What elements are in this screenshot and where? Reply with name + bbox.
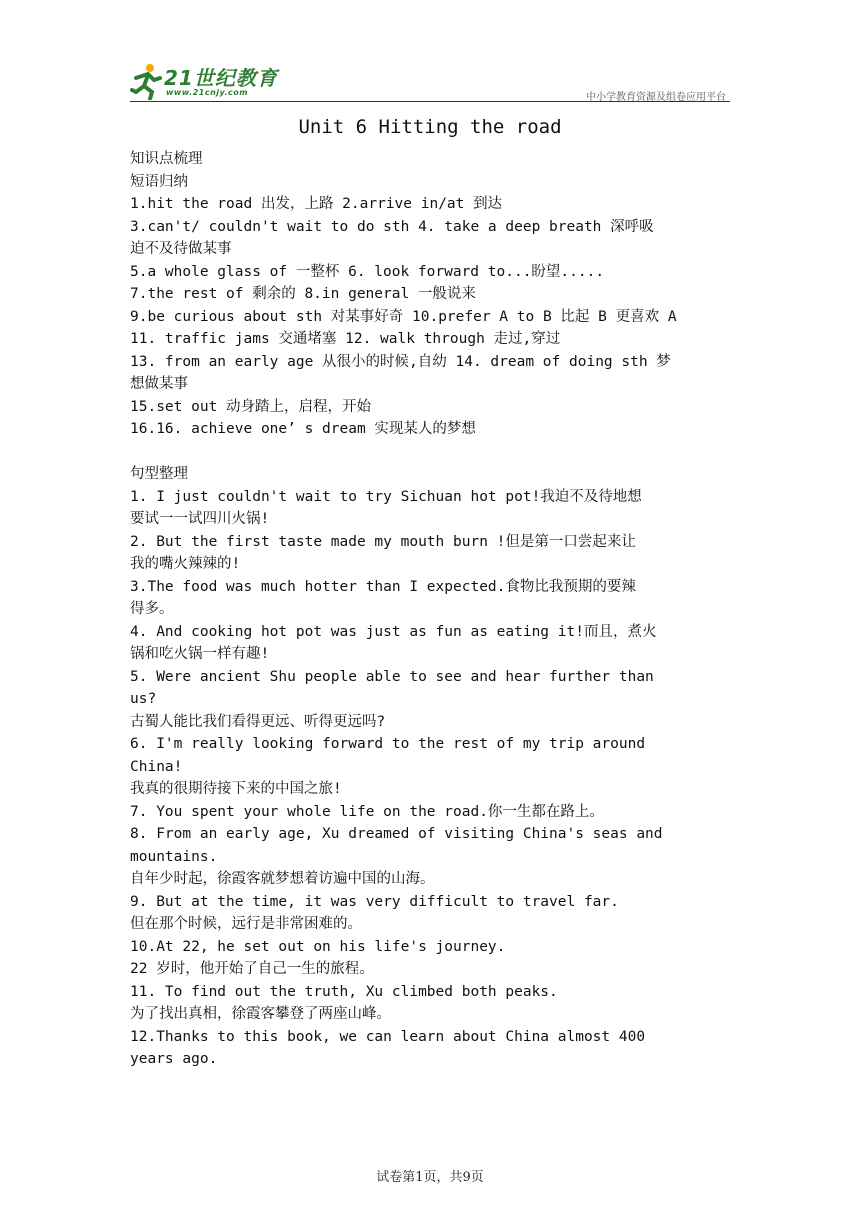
- phrase-line: 1.hit the road 出发，上路 2.arrive in/at 到达: [130, 196, 503, 212]
- phrase-line: 5.a whole glass of 一整杯 6. look forward to...盼望.....: [130, 263, 605, 280]
- document-body: [130, 148, 730, 1071]
- page-title: Unit 6 Hitting the road: [298, 116, 562, 138]
- sentence-line: mountains.: [130, 848, 218, 865]
- phrase-line: 15.set out 动身踏上，启程，开始: [130, 398, 372, 415]
- sentence-list: [130, 486, 730, 1071]
- sentence-line: 8. From an early age, Xu dreamed of visiting China's seas and: [130, 826, 663, 842]
- spacer: [130, 441, 730, 464]
- logo-text: 21世纪教育: [164, 66, 278, 90]
- phrase-line: 13. from an early age 从很小的时候,自幼 14. dream of doing sth 梦: [130, 353, 671, 370]
- phrase-line: 7.the rest of 剩余的 8.in general 一般说来: [130, 286, 476, 302]
- phrase-line: 11. traffic jams 交通堵塞 12. walk through 走过,穿过: [130, 331, 561, 347]
- phrase-line: 想做某事: [130, 376, 188, 392]
- sentence-line: 但在那个时候，远行是非常困难的。: [130, 916, 362, 932]
- sentence-line: 我的嘴火辣辣的!: [130, 556, 241, 572]
- sentence-line: 我真的很期待接下来的中国之旅!: [130, 781, 342, 797]
- sentence-line: 5. Were ancient Shu people able to see and hear further than: [130, 668, 654, 685]
- sentence-line: 4. And cooking hot pot was just as fun as eating it!而且，煮火: [130, 623, 657, 640]
- sentence-line: 11. To find out the truth, Xu climbed both peaks.: [130, 983, 558, 1000]
- sentence-line: 得多。: [130, 601, 174, 617]
- sentence-line: 要试一一试四川火锅!: [130, 511, 270, 527]
- sentence-line: China!: [130, 758, 183, 775]
- sentence-line: 古蜀人能比我们看得更远、听得更远吗?: [130, 713, 386, 730]
- phrase-list: [130, 193, 730, 441]
- sentence-line: 1. I just couldn't wait to try Sichuan hot pot!我迫不及待地想: [130, 488, 642, 505]
- page-header: [130, 62, 730, 104]
- sentence-line: 7. You spent your whole life on the road.你一生都在路上。: [130, 803, 604, 820]
- sentence-line: 12.Thanks to this book, we can learn about China almost 400: [130, 1028, 646, 1045]
- sentence-line: 6. I'm really looking forward to the rest of my trip around: [130, 736, 646, 752]
- sentence-line: 9. But at the time, it was very difficult to travel far.: [130, 893, 619, 910]
- sentence-line: us?: [130, 691, 157, 707]
- section-heading: 知识点梳理: [130, 151, 203, 167]
- sentence-line: 为了找出真相，徐霞客攀登了两座山峰。: [130, 1006, 391, 1022]
- sentence-line: 22 岁时，他开始了自己一生的旅程。: [130, 961, 374, 977]
- runner-logo-icon: [130, 62, 164, 100]
- sentence-line: 锅和吃火锅一样有趣!: [130, 646, 270, 662]
- page-footer: 试卷第1页，共9页: [376, 1170, 484, 1185]
- sentence-line: 自年少时起，徐霞客就梦想着访遍中国的山海。: [130, 871, 435, 887]
- sentence-line: years ago.: [130, 1051, 218, 1067]
- sentence-line: 10.At 22, he set out on his life's journey.: [130, 938, 506, 955]
- phrases-heading: 短语归纳: [130, 173, 188, 190]
- phrase-line: 16.16. achieve one’ s dream 实现某人的梦想: [130, 421, 476, 437]
- phrase-line: 3.can't/ couldn't wait to do sth 4. take a deep breath 深呼吸: [130, 218, 654, 235]
- sentence-line: 3.The food was much hotter than I expected.食物比我预期的要辣: [130, 578, 636, 595]
- phrase-line: 迫不及待做某事: [130, 241, 232, 257]
- logo: [130, 62, 280, 100]
- sentences-heading: 句型整理: [130, 466, 188, 482]
- platform-name: 中小学教育资源及组卷应用平台: [586, 92, 726, 103]
- logo-url: www.21cnjy.com: [166, 88, 249, 97]
- sentence-line: 2. But the first taste made my mouth burn !但是第一口尝起来让: [130, 533, 636, 550]
- phrase-line: 9.be curious about sth 对某事好奇 10.prefer A to B 比起 B 更喜欢 A: [130, 308, 677, 325]
- header-divider: [130, 101, 730, 102]
